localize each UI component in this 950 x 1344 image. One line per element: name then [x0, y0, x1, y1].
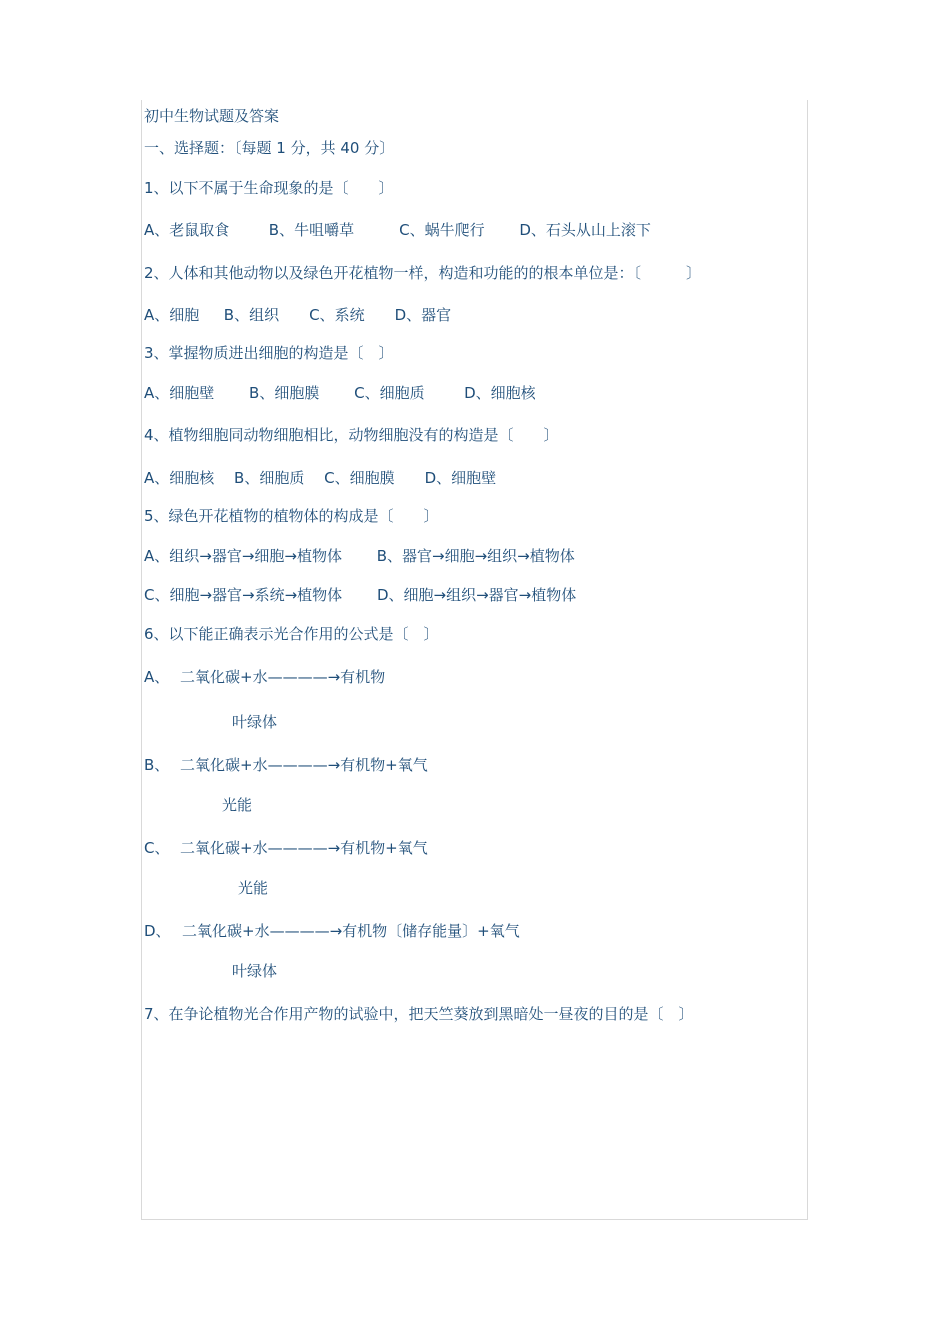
formula-b-label: B、 [144, 756, 170, 774]
formula-c-equation: 二氧化碳+水————→有机物+氧气 [180, 839, 428, 857]
question-3: 3、掌握物质进出细胞的构造是〔 〕 [144, 344, 394, 362]
section-heading: 一、选择题：〔每题 1 分，共 40 分〕 [144, 139, 395, 157]
formula-c-condition: 光能 [238, 879, 269, 897]
formula-d-condition: 叶绿体 [232, 962, 278, 980]
question-5-options-ab: A、组织→器官→细胞→植物体 B、器官→细胞→组织→植物体 [144, 547, 575, 565]
formula-a-label: A、 [144, 668, 170, 686]
question-6: 6、以下能正确表示光合作用的公式是〔 〕 [144, 625, 439, 643]
question-1-options: A、老鼠取食 B、牛咀嚼草 C、蜗牛爬行 D、石头从山上滚下 [144, 221, 651, 239]
question-4: 4、植物细胞同动物细胞相比，动物细胞没有的构造是〔 〕 [144, 426, 559, 444]
formula-d-label: D、 [144, 922, 171, 940]
formula-d-equation: 二氧化碳+水————→有机物〔储存能量〕+氧气 [182, 922, 520, 940]
question-2: 2、人体和其他动物以及绿色开花植物一样，构造和功能的的根本单位是：〔 〕 [144, 264, 702, 282]
question-1: 1、以下不属于生命现象的是〔 〕 [144, 179, 394, 197]
document-title: 初中生物试题及答案 [144, 107, 280, 125]
question-5-options-cd: C、细胞→器官→系统→植物体 D、细胞→组织→器官→植物体 [144, 586, 577, 604]
question-2-options: A、细胞 B、组织 C、系统 D、器官 [144, 306, 452, 324]
formula-a-condition: 叶绿体 [232, 713, 278, 731]
formula-b-equation: 二氧化碳+水————→有机物+氧气 [180, 756, 428, 774]
question-5: 5、绿色开花植物的植物体的构成是〔 〕 [144, 507, 439, 525]
question-4-options: A、细胞核 B、细胞质 C、细胞膜 D、细胞壁 [144, 469, 497, 487]
formula-b-condition: 光能 [222, 796, 253, 814]
question-3-options: A、细胞壁 B、细胞膜 C、细胞质 D、细胞核 [144, 384, 536, 402]
formula-a-equation: 二氧化碳+水————→有机物 [180, 668, 386, 686]
question-7: 7、在争论植物光合作用产物的试验中，把天竺葵放到黑暗处一昼夜的目的是〔 〕 [144, 1005, 694, 1023]
formula-c-label: C、 [144, 839, 170, 857]
